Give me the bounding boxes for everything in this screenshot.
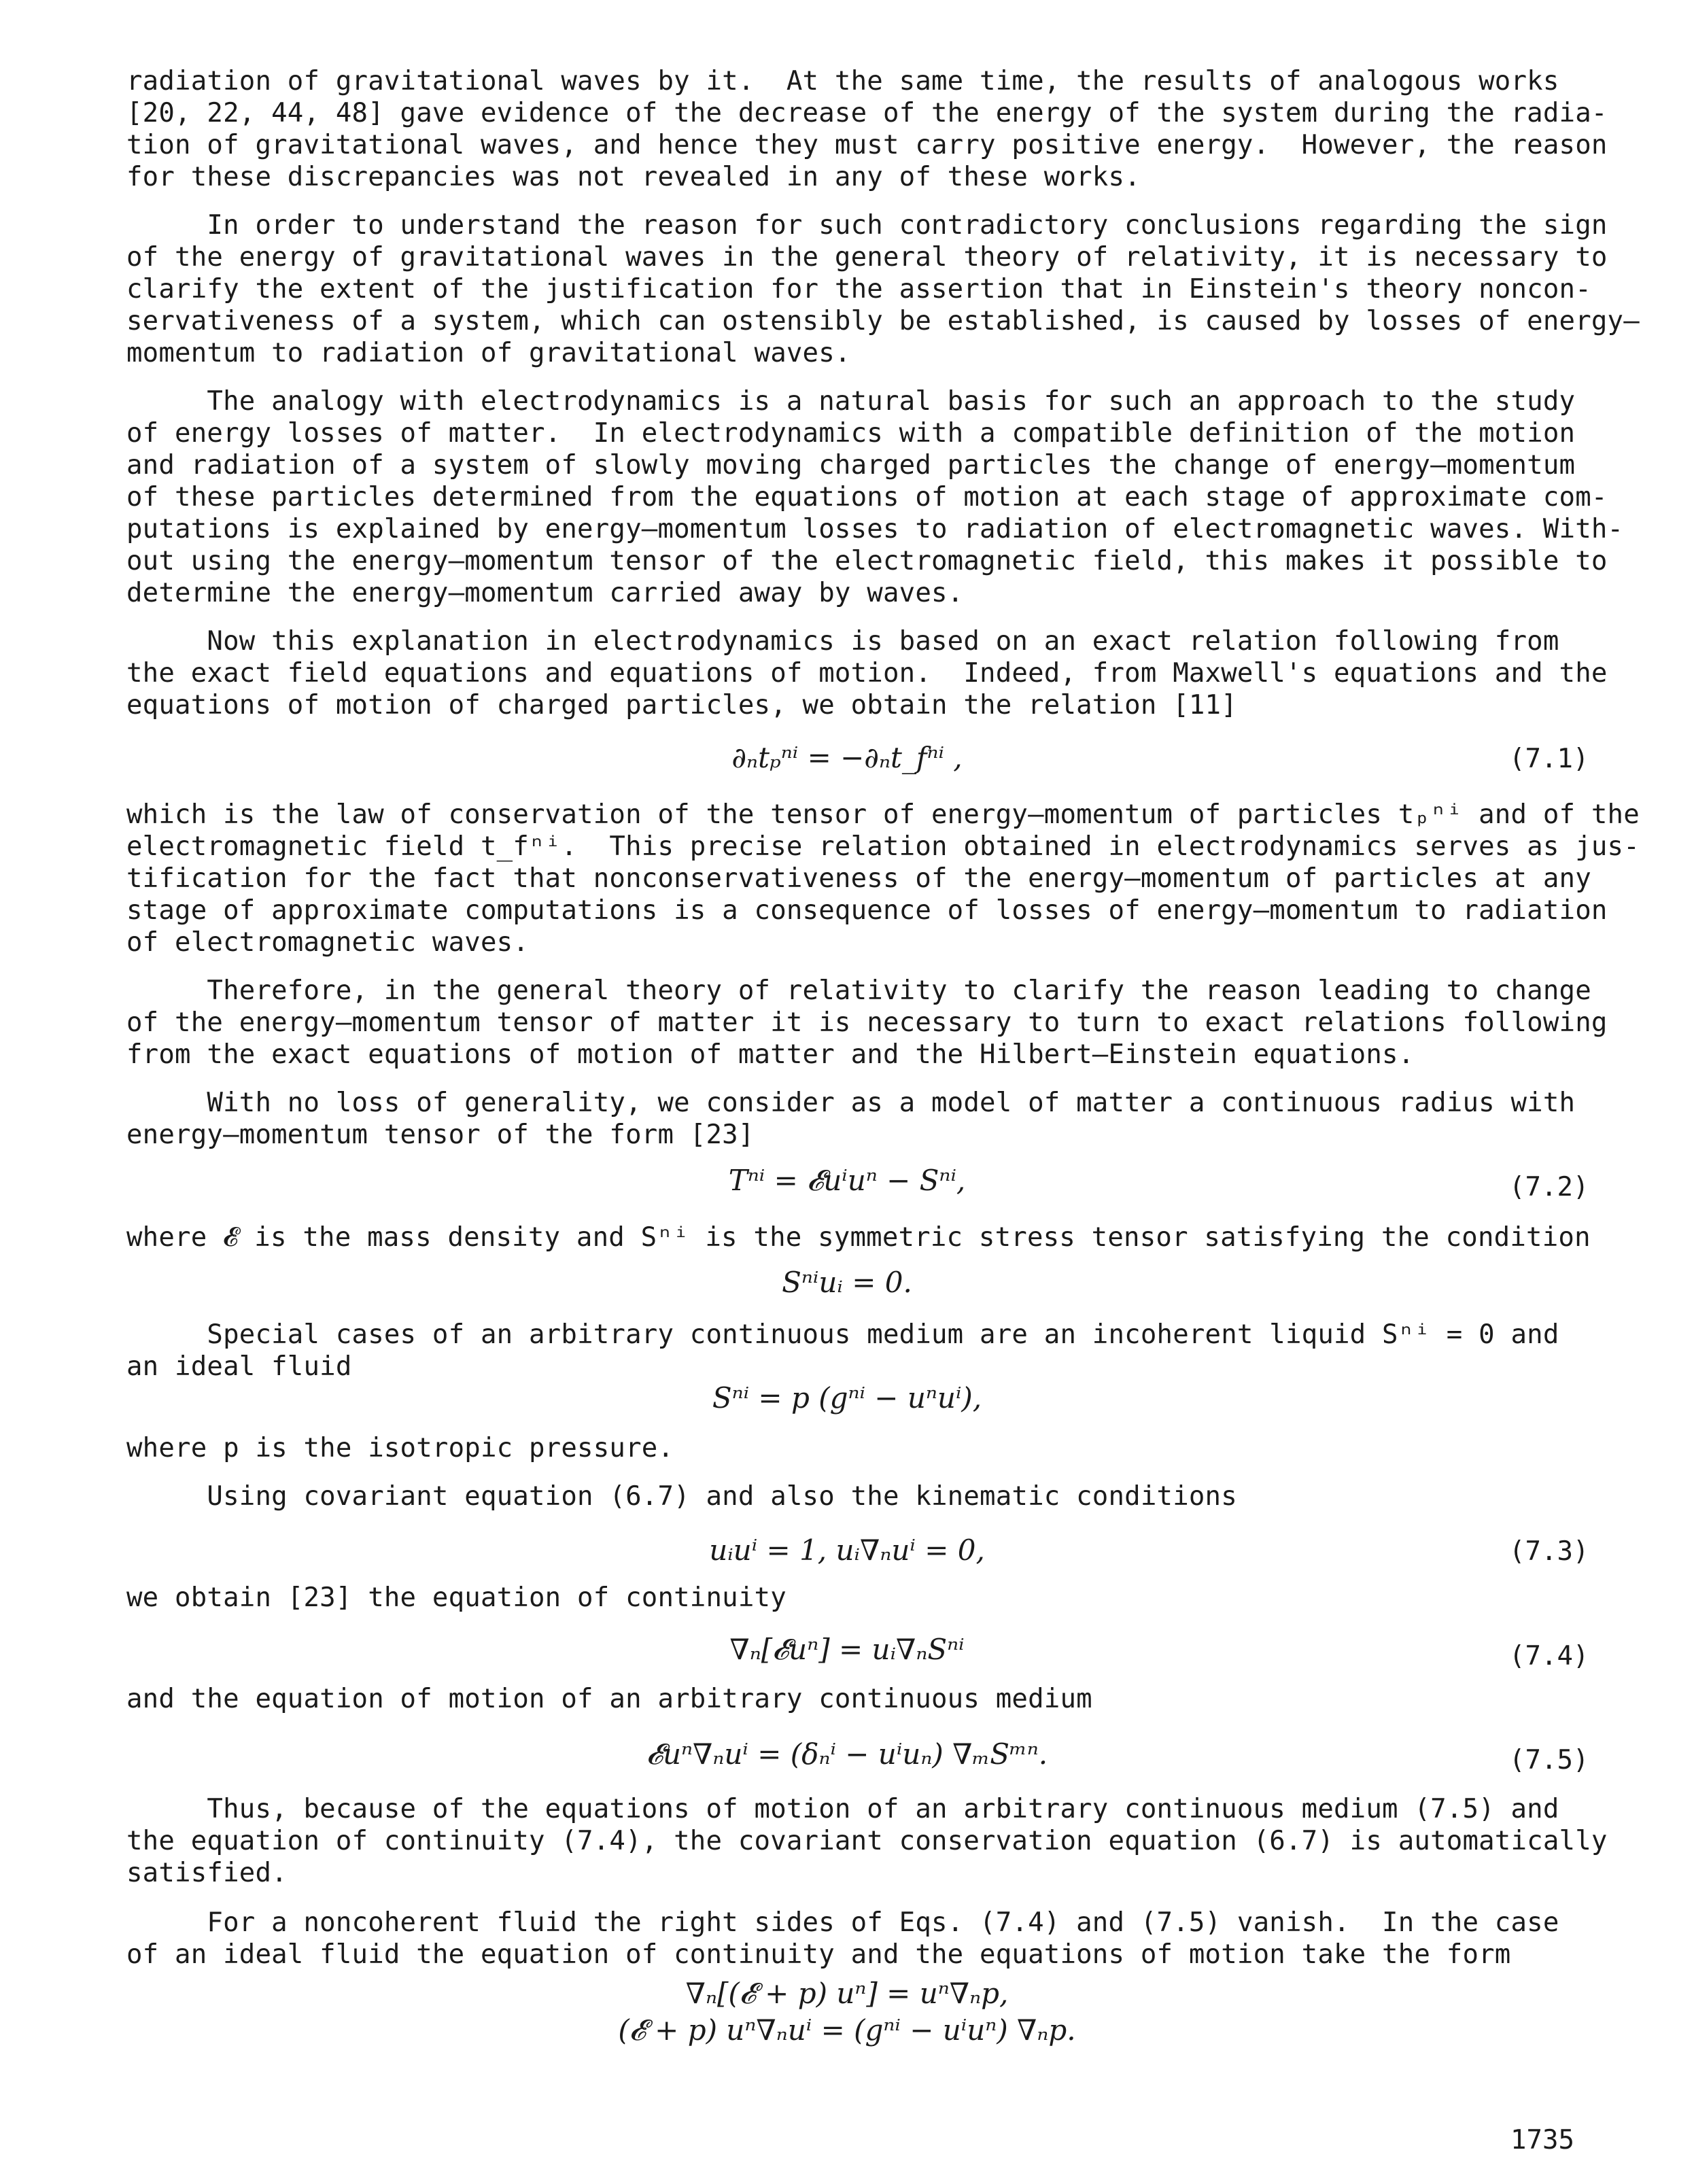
paragraph-line: determine the energy—momentum carried away by waves.: [126, 578, 964, 608]
equation-7-5: 𝓔uⁿ∇ₙuⁱ = (δₙⁱ − uⁱuₙ) ∇ₘSᵐⁿ.: [646, 1737, 1048, 1771]
paragraph-line: With no loss of generality, we consider as a model of matter a continuous radius with: [126, 1088, 1576, 1118]
paragraph-line: out using the energy—momentum tensor of the electromagnetic field, this makes it possible to: [126, 546, 1608, 576]
page-number: 1735: [1510, 2125, 1574, 2155]
paragraph-line: tion of gravitational waves, and hence they must carry positive energy. However, the reason: [126, 130, 1608, 160]
paragraph-line: where p is the isotropic pressure.: [126, 1433, 674, 1463]
paragraph-line: electromagnetic field t_fⁿⁱ. This precise relation obtained in electrodynamics serves as jus-: [126, 831, 1640, 862]
paragraph-line: of electromagnetic waves.: [126, 927, 529, 958]
equation-7-4: ∇ₙ[𝓔uⁿ] = uᵢ∇ₙSⁿⁱ: [729, 1633, 965, 1666]
paragraph-line: stage of approximate computations is a consequence of losses of energy—momentum to radiation: [126, 895, 1608, 926]
paragraph-line: tification for the fact that nonconservativeness of the energy—momentum of particles at any: [126, 863, 1591, 894]
paragraph-line: of these particles determined from the equations of motion at each stage of approximate com-: [126, 482, 1608, 513]
equation-ideal-motion: (𝓔 + p) uⁿ∇ₙuⁱ = (gⁿⁱ − uⁱuⁿ) ∇ₙp.: [618, 2013, 1076, 2047]
paragraph-line: the equation of continuity (7.4), the covariant conservation equation (6.7) is automatically: [126, 1826, 1608, 1856]
paragraph-line: equations of motion of charged particles, we obtain the relation [11]: [126, 690, 1237, 721]
paragraph-line: of energy losses of matter. In electrodynamics with a compatible definition of the motion: [126, 418, 1576, 449]
paragraph-line: Thus, because of the equations of motion of an arbitrary continuous medium (7.5) and: [126, 1794, 1559, 1824]
paragraph-line: putations is explained by energy—momentum losses to radiation of electromagnetic waves. With-: [126, 514, 1624, 544]
paragraph-line: of an ideal fluid the equation of continuity and the equations of motion take the form: [126, 1939, 1511, 1970]
equation-ideal-fluid: Sⁿⁱ = p (gⁿⁱ − uⁿuⁱ),: [712, 1381, 982, 1415]
paragraph-line: [20, 22, 44, 48] gave evidence of the decrease of the energy of the system during the radia-: [126, 98, 1608, 128]
paragraph-line: an ideal fluid: [126, 1351, 352, 1382]
paragraph-line: and the equation of motion of an arbitrary continuous medium: [126, 1684, 1092, 1714]
paragraph-line: Special cases of an arbitrary continuous medium are an incoherent liquid Sⁿⁱ = 0 and: [126, 1319, 1559, 1350]
paragraph-line: of the energy of gravitational waves in the general theory of relativity, it is necessary to: [126, 242, 1608, 273]
equation-7-3: uᵢuⁱ = 1, uᵢ∇ₙuⁱ = 0,: [709, 1533, 985, 1567]
paragraph-line: Using covariant equation (6.7) and also the kinematic conditions: [126, 1481, 1237, 1512]
equation-number: (7.4): [1509, 1641, 1589, 1671]
paragraph-line: radiation of gravitational waves by it. At the same time, the results of analogous works: [126, 66, 1559, 97]
paragraph-line: where 𝓔 is the mass density and Sⁿⁱ is the symmetric stress tensor satisfying the condition: [126, 1222, 1591, 1253]
paragraph-line: servativeness of a system, which can ostensibly be established, is caused by losses of energy—: [126, 306, 1640, 336]
equation-7-2: Tⁿⁱ = 𝓔uⁱuⁿ − Sⁿⁱ,: [728, 1164, 966, 1197]
equation-ideal-continuity: ∇ₙ[(𝓔 + p) uⁿ] = uⁿ∇ₙp,: [685, 1977, 1009, 2010]
paragraph-line: momentum to radiation of gravitational waves.: [126, 338, 851, 368]
equation-condition: Sⁿⁱuᵢ = 0.: [782, 1266, 912, 1299]
paragraph-line: satisfied.: [126, 1858, 288, 1888]
paragraph-line: In order to understand the reason for such contradictory conclusions regarding the sign: [126, 210, 1608, 241]
equation-number: (7.2): [1509, 1172, 1589, 1202]
paragraph-line: The analogy with electrodynamics is a natural basis for such an approach to the study: [126, 386, 1576, 417]
paragraph-line: clarify the extent of the justification for the assertion that in Einstein's theory noncon-: [126, 274, 1591, 305]
equation-number: (7.5): [1509, 1745, 1589, 1775]
paragraph-line: we obtain [23] the equation of continuity: [126, 1582, 786, 1613]
paragraph-line: for these discrepancies was not revealed in any of these works.: [126, 162, 1141, 192]
equation-number: (7.1): [1509, 744, 1589, 774]
paragraph-line: For a noncoherent fluid the right sides of Eqs. (7.4) and (7.5) vanish. In the case: [126, 1907, 1559, 1938]
paragraph-line: from the exact equations of motion of matter and the Hilbert—Einstein equations.: [126, 1039, 1415, 1070]
paragraph-line: of the energy—momentum tensor of matter it is necessary to turn to exact relations following: [126, 1007, 1608, 1038]
paragraph-line: which is the law of conservation of the tensor of energy—momentum of particles tₚⁿⁱ and of the: [126, 799, 1640, 830]
paragraph-line: Now this explanation in electrodynamics is based on an exact relation following from: [126, 626, 1559, 657]
paragraph-line: and radiation of a system of slowly moving charged particles the change of energy—momentum: [126, 450, 1576, 481]
equation-number: (7.3): [1509, 1536, 1589, 1567]
paragraph-line: Therefore, in the general theory of relativity to clarify the reason leading to change: [126, 975, 1591, 1006]
paragraph-line: energy—momentum tensor of the form [23]: [126, 1120, 755, 1150]
equation-7-1: ∂ₙtₚⁿⁱ = −∂ₙt_fⁿⁱ ,: [731, 741, 963, 774]
paragraph-line: the exact field equations and equations of motion. Indeed, from Maxwell's equations and the: [126, 658, 1608, 689]
